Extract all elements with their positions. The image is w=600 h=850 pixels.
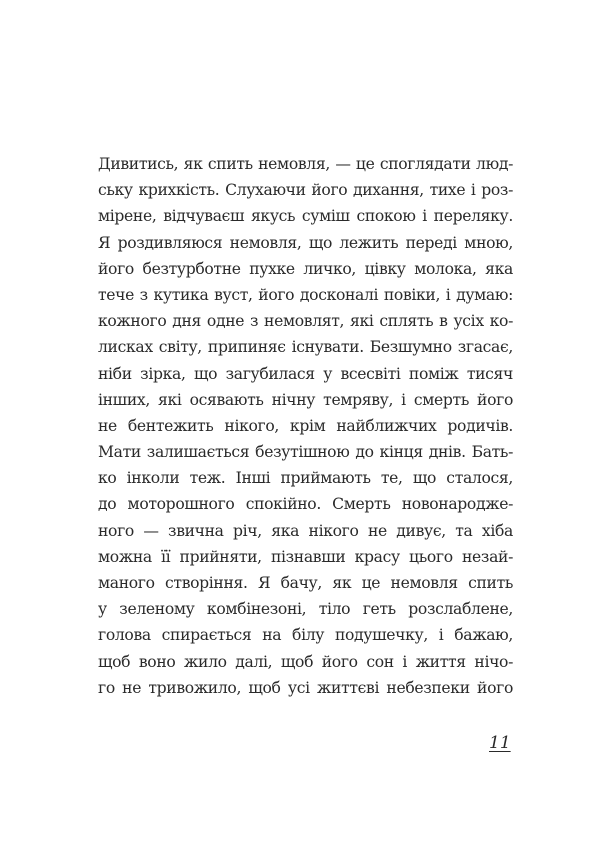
text-line: не бентежить нікого, крім найближчих родичів. [98, 416, 513, 435]
text-line: щоб воно жило далі, щоб його сон і життя нічо- [98, 652, 513, 671]
text-line: мірене, відчуваєш якусь суміш спокою і переляку. [98, 207, 513, 226]
text-line: до моторошного спокійно. Смерть новонародже- [98, 495, 513, 514]
body-text [98, 151, 513, 701]
text-line: Я роздивляюся немовля, що лежить переді мною, [98, 233, 513, 252]
text-line: у зеленому комбінезоні, тіло геть розслаблене, [98, 600, 513, 619]
text-line: Дивитись, як спить немовля, — це споглядати люд- [98, 155, 513, 173]
text-line: інших, які осявають нічну темряву, і смерть його [98, 390, 513, 409]
text-line: Мати залишається безутішною до кінця днів. Бать- [98, 443, 513, 462]
text-line: кожного дня одне з немовлят, які сплять в усіх ко- [98, 312, 513, 331]
text-line: ську крихкість. Слухаючи його дихання, тихе і роз- [98, 181, 513, 200]
text-line: го не тривожило, щоб усі життєві небезпеки його [98, 678, 513, 697]
text-line: його безтурботне пухке личко, цівку молока, яка [98, 259, 513, 278]
text-line: ного — звична річ, яка нікого не дивує, та хіба [98, 521, 513, 540]
text-line: маного створіння. Я бачу, як це немовля спить [98, 574, 513, 592]
text-line: лисках світу, припиняє існувати. Безшумно згасає, [98, 338, 513, 357]
text-line: тече з кутика вуст, його досконалі повіки, і думаю: [98, 285, 513, 304]
text-line: можна її прийняти, пізнавши красу цього незай- [98, 547, 513, 566]
page-number: 11 [489, 733, 511, 753]
text-line: ко інколи теж. Інші приймають те, що сталося, [98, 469, 513, 488]
text-line: голова спирається на білу подушечку, і бажаю, [98, 626, 513, 645]
text-line: ніби зірка, що загубилася у всесвіті поміж тисяч [98, 364, 513, 383]
